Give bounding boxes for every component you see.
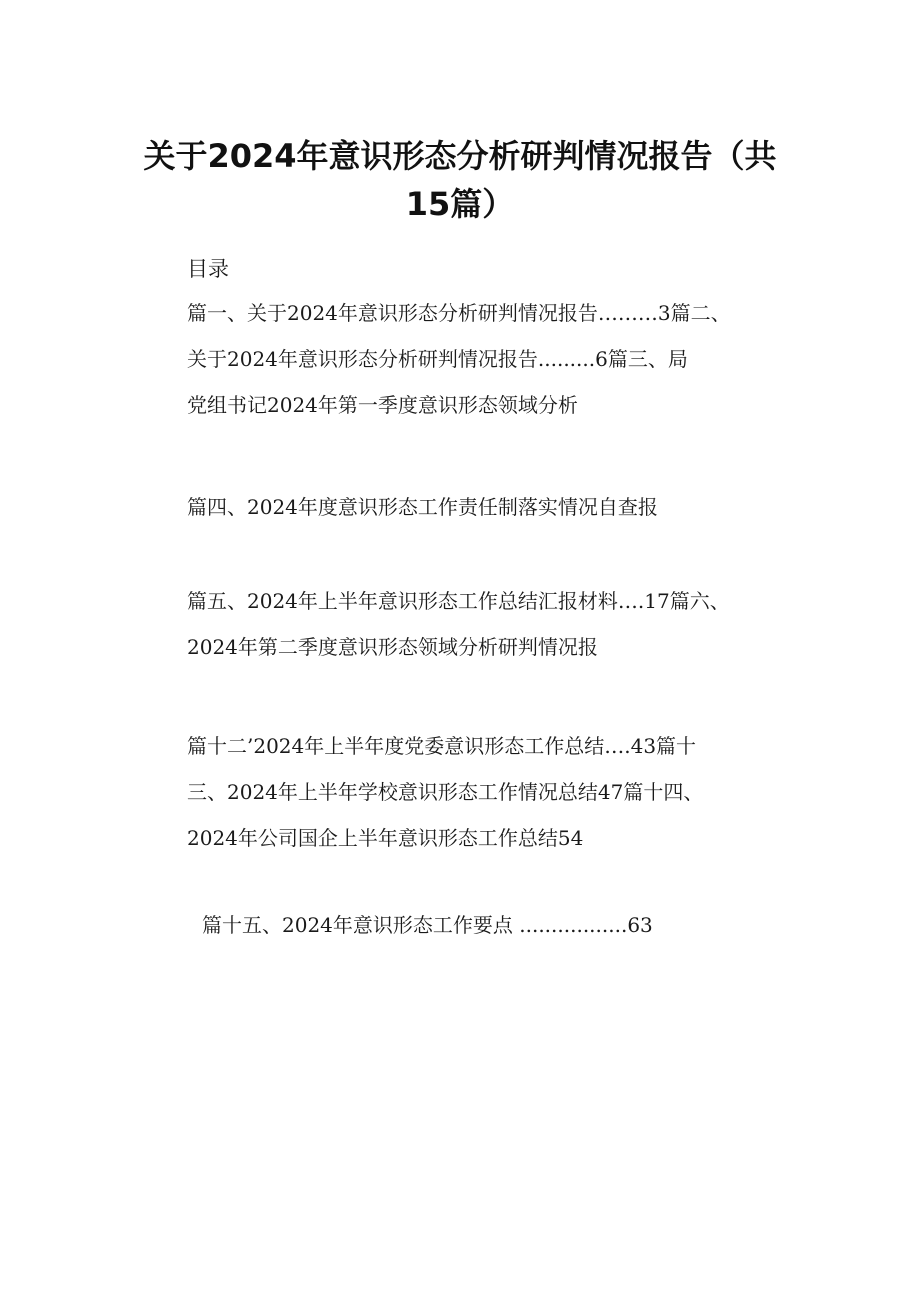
toc-line[interactable]: 篇十二’2024年上半年度党委意识形态工作总结….43篇十 [187, 734, 697, 758]
toc-entry-group-5 [202, 902, 822, 948]
toc-line[interactable]: 三、2024年上半年学校意识形态工作情况总结47篇十四、 [187, 780, 704, 804]
document-title [60, 132, 860, 228]
toc-line[interactable]: 党组书记2024年第一季度意识形态领域分析 [187, 393, 578, 417]
title-line-1: 关于2024年意识形态分析研判情况报告（共 [143, 137, 777, 175]
toc-entry-group-1 [187, 290, 807, 428]
toc-line[interactable]: 2024年公司国企上半年意识形态工作总结54 [187, 826, 584, 850]
toc-entry-group-3 [187, 578, 807, 670]
toc-line[interactable]: 关于2024年意识形态分析研判情况报告.........6篇三、局 [187, 347, 688, 371]
toc-line[interactable]: 篇四、2024年度意识形态工作责任制落实情况自查报 [187, 495, 658, 519]
toc-line[interactable]: 2024年第二季度意识形态领域分析研判情况报 [187, 635, 598, 659]
toc-line[interactable]: 篇十五、2024年意识形态工作要点 .................63 [202, 913, 653, 937]
title-line-2: 15篇） [405, 185, 515, 223]
toc-entry-group-2 [187, 484, 807, 530]
toc-heading: 目录 [187, 257, 229, 281]
toc-line[interactable]: 篇一、关于2024年意识形态分析研判情况报告………3篇二、 [187, 301, 731, 325]
toc-line[interactable]: 篇五、2024年上半年意识形态工作总结汇报材料….17篇六、 [187, 589, 730, 613]
toc-entry-group-4 [187, 723, 807, 861]
